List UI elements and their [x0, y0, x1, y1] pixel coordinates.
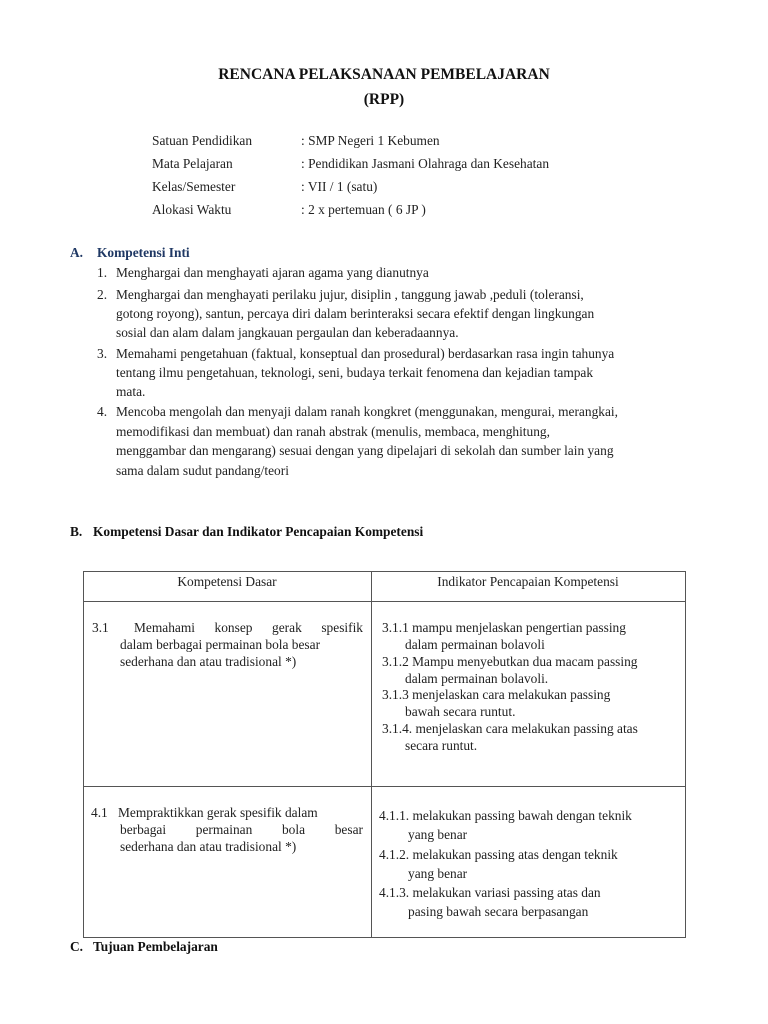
table-border [685, 571, 686, 938]
section-c-heading: Tujuan Pembelajaran [93, 939, 218, 954]
identity-value: : Pendidikan Jasmani Olahraga dan Kesehatan [301, 156, 550, 171]
identity-label: Alokasi Waktu [152, 202, 232, 217]
list-item-text: Menghargai dan menghayati ajaran agama yang dianutnya [116, 265, 429, 280]
list-item-text: sosial dan alam dalam jangkauan pergaulan dan keberadaannya. [116, 325, 459, 340]
table-header: Kompetensi Dasar [177, 574, 277, 589]
identity-label: Kelas/Semester [152, 179, 236, 194]
indicator-text: 3.1.4. menjelaskan cara melakukan passing atas [382, 721, 638, 736]
identity-value: : VII / 1 (satu) [301, 179, 378, 194]
list-item-number: 2. [97, 287, 108, 302]
indicator-text: yang benar [408, 866, 468, 881]
kd-text: Mempraktikkan gerak spesifik dalam [118, 805, 318, 820]
list-item-text: Mencoba mengolah dan menyaji dalam ranah kongkret (menggunakan, mengurai, merangkai, [116, 404, 618, 419]
kd-text: Memahami konsep gerak spesifik [134, 620, 363, 635]
indicator-text: 4.1.3. melakukan variasi passing atas dan [379, 885, 601, 900]
table-border [83, 571, 84, 938]
competency-table [83, 571, 686, 938]
indicator-text: pasing bawah secara berpasangan [408, 904, 589, 919]
section-a-letter: A. [70, 245, 84, 260]
table-border [83, 937, 686, 938]
section-b-letter: B. [70, 524, 83, 539]
indicator-text: 3.1.2 Mampu menyebutkan dua macam passing [382, 654, 638, 669]
identity-value: : 2 x pertemuan ( 6 JP ) [301, 202, 426, 217]
section-a-heading: Kompetensi Inti [97, 245, 190, 260]
list-item-number: 4. [97, 404, 108, 419]
section-c-letter: C. [70, 939, 84, 954]
list-item-text: sama dalam sudut pandang/teori [116, 463, 289, 478]
indicator-text: dalam permainan bolavoli. [405, 671, 549, 686]
list-item-text: tentang ilmu pengetahuan, teknologi, seni, budaya terkait fenomena dan kejadian tampak [116, 365, 594, 380]
indicator-text: secara runtut. [405, 738, 478, 753]
kd-number: 3.1 [92, 620, 109, 635]
table-border [83, 601, 686, 602]
identity-label: Satuan Pendidikan [152, 133, 253, 148]
indicator-text: 4.1.1. melakukan passing bawah dengan teknik [379, 808, 632, 823]
kd-text: sederhana dan atau tradisional *) [120, 654, 297, 669]
indicator-text: 3.1.1 mampu menjelaskan pengertian passing [382, 620, 626, 635]
table-border [83, 571, 686, 572]
list-item-text: Memahami pengetahuan (faktual, konseptual dan prosedural) berdasarkan rasa ingin tahunya [116, 346, 615, 361]
list-item-text: gotong royong), santun, percaya diri dalam berinteraksi secara efektif dengan lingkungan [116, 306, 595, 321]
document-title: RENCANA PELAKSANAAN PEMBELAJARAN [218, 66, 550, 83]
kd-number: 4.1 [91, 805, 108, 820]
table-header: Indikator Pencapaian Kompetensi [437, 574, 619, 589]
list-item-text: memodifikasi dan membuat) dan ranah abstrak (menulis, membaca, menghitung, [116, 424, 550, 439]
section-b-heading: Kompetensi Dasar dan Indikator Pencapaian Kompetensi [93, 524, 424, 539]
indicator-text: 3.1.3 menjelaskan cara melakukan passing [382, 687, 611, 702]
identity-label: Mata Pelajaran [152, 156, 233, 171]
indicator-text: yang benar [408, 827, 468, 842]
table-border [83, 786, 686, 787]
indicator-text: 4.1.2. melakukan passing atas dengan teknik [379, 847, 618, 862]
identity-value: : SMP Negeri 1 Kebumen [301, 133, 440, 148]
list-item-number: 3. [97, 346, 108, 361]
document-subtitle: (RPP) [363, 91, 405, 108]
table-border [371, 571, 372, 938]
kd-text: sederhana dan atau tradisional *) [120, 839, 297, 854]
indicator-text: bawah secara runtut. [405, 704, 516, 719]
list-item-number: 1. [97, 265, 108, 280]
kd-text: dalam berbagai permainan bola besar [120, 637, 321, 652]
list-item-text: Menghargai dan menghayati perilaku jujur, disiplin , tanggung jawab ,peduli (toleransi, [116, 287, 584, 302]
indicator-text: dalam permainan bolavoli [405, 637, 545, 652]
list-item-text: mata. [116, 384, 146, 399]
list-item-text: menggambar dan mengarang) sesuai dengan yang dipelajari di sekolah dan sumber lain yang [116, 443, 614, 458]
kd-text: berbagai permainan bola besar [120, 822, 363, 837]
